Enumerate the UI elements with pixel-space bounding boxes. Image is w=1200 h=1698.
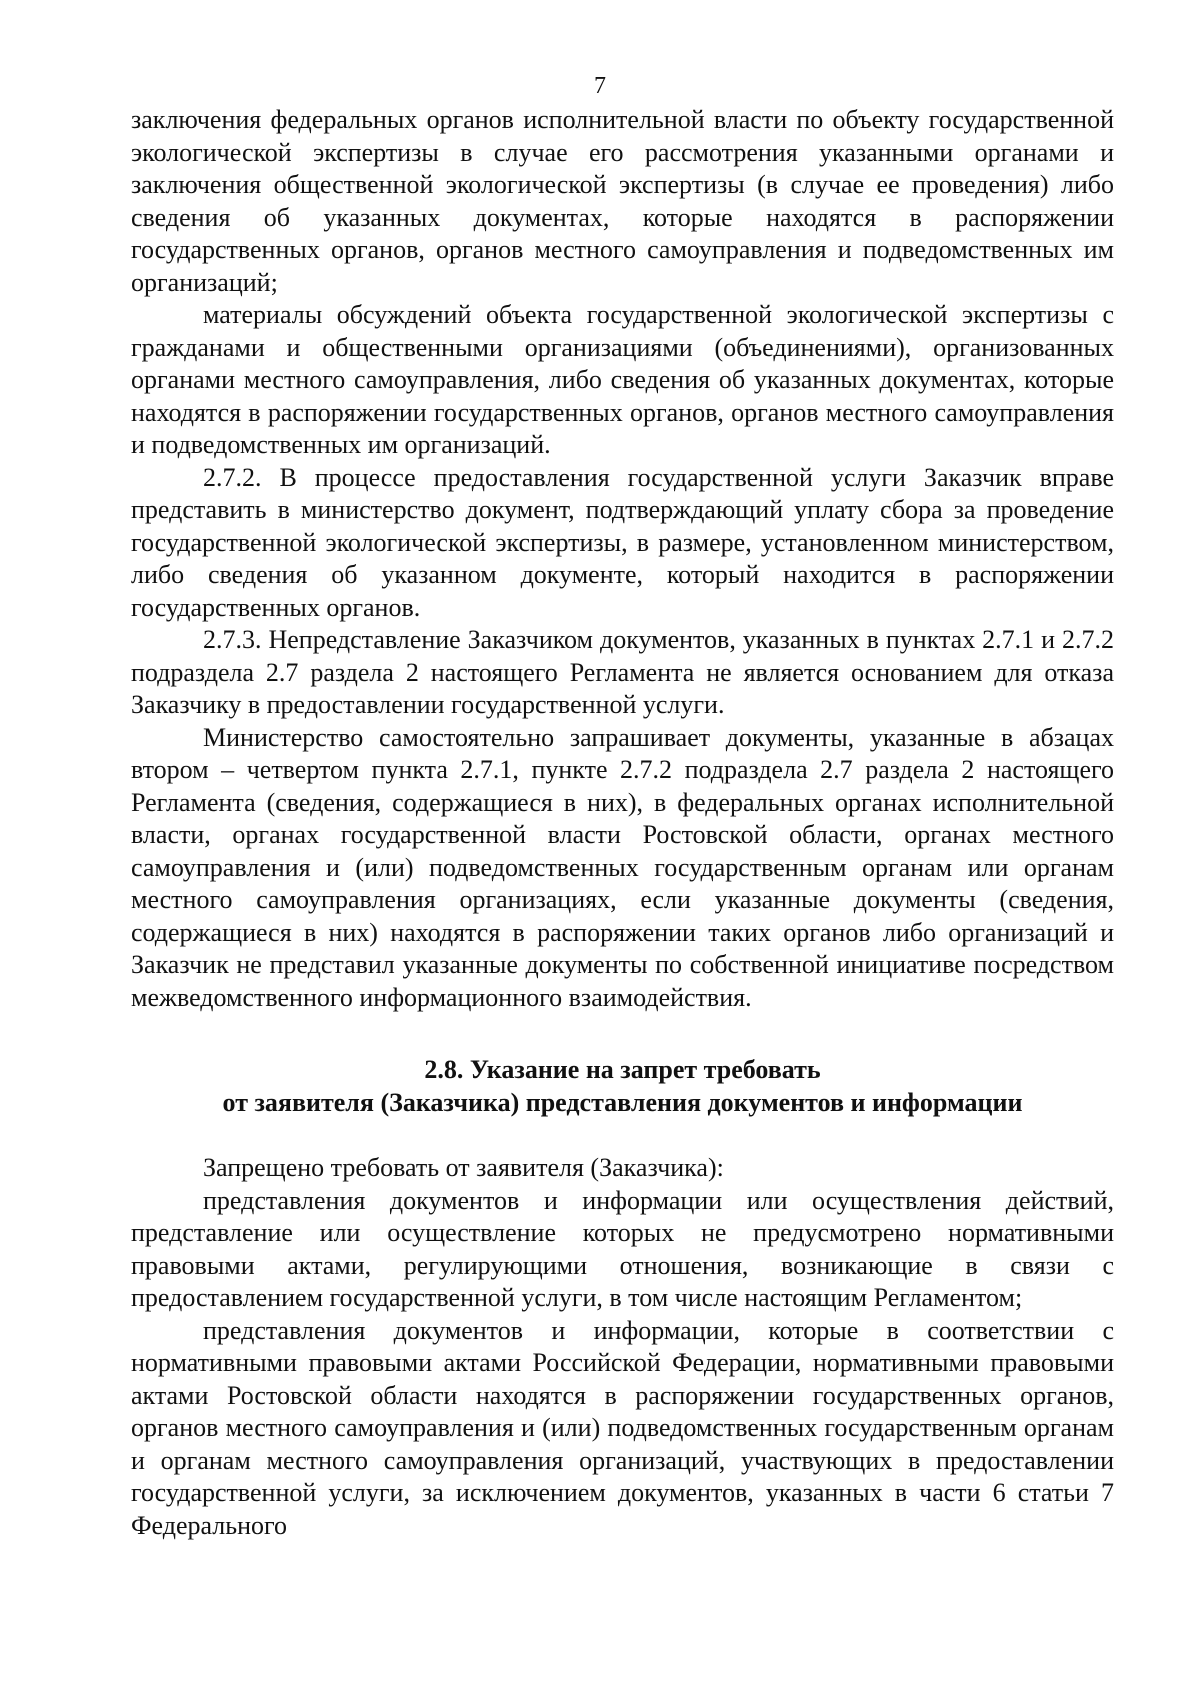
- paragraph: материалы обсуждений объекта государственной экологической экспертизы с гражданами и общественными организациями (объединениями), организованных органами местного самоуправления, либо сведения об указанных документах, которые находятся в распоряжении государственных органов, органов местного самоуправления и подведомственных им организаций.: [131, 300, 1114, 459]
- section-heading-line-1: 2.8. Указание на запрет требовать: [424, 1055, 821, 1084]
- paragraph: Министерство самостоятельно запрашивает документы, указанные в абзацах втором – четвертом пункта 2.7.1, пункте 2.7.2 подраздела 2.7 раздела 2 настоящего Регламента (сведения, содержащиеся в них), в федеральных органах исполнительной власти, органах государственной власти Ростовской области, органах местного самоуправления и (или) подведомственных государственным органам или органам местного самоуправления организациях, если указанные документы (сведения, содержащиеся в них) находятся в распоряжении таких органов либо организаций и Заказчик не представил указанные документы по собственной инициативе посредством межведомственного информационного взаимодействия.: [131, 722, 1114, 1012]
- section-heading-line-2: от заявителя (Заказчика) представления документов и информации: [222, 1087, 1023, 1117]
- document-body: [131, 104, 1114, 1542]
- paragraph: 2.7.2. В процессе предоставления государственной услуги Заказчик вправе представить в министерство документ, подтверждающий уплату сбора за проведение государственной экологической экспертизы, в размере, установленном министерством, либо сведения об указанном документе, который находится в распоряжении государственных органов.: [131, 462, 1114, 622]
- page-number: 7: [594, 73, 606, 99]
- section-heading: [131, 1054, 1114, 1119]
- paragraph: Запрещено требовать от заявителя (Заказчика):: [203, 1153, 724, 1182]
- paragraph: 2.7.3. Непредставление Заказчиком документов, указанных в пунктах 2.7.1 и 2.7.2 подраздела 2.7 раздела 2 настоящего Регламента не является основанием для отказа Заказчику в предоставлении государственной услуги.: [131, 625, 1114, 719]
- paragraph: заключения федеральных органов исполнительной власти по объекту государственной экологической экспертизы в случае его рассмотрения указанными органами и заключения общественной экологической экспертизы (в случае ее проведения) либо сведения об указанных документах, которые находятся в распоряжении государственных органов, органов местного самоуправления и подведомственных им организаций;: [131, 105, 1114, 297]
- paragraph: представления документов и информации или осуществления действий, представление или осуществление которых не предусмотрено нормативными правовыми актами, регулирующими отношения, возникающие в связи с предоставлением государственной услуги, в том числе настоящим Регламентом;: [131, 1185, 1114, 1312]
- paragraph: представления документов и информации, которые в соответствии с нормативными правовыми актами Российской Федерации, нормативными правовыми актами Ростовской области находятся в распоряжении государственных органов, органов местного самоуправления и (или) подведомственных государственным органам и органам местного самоуправления организаций, участвующих в предоставлении государственной услуги, за исключением документов, указанных в части 6 статьи 7 Федерального: [131, 1315, 1114, 1540]
